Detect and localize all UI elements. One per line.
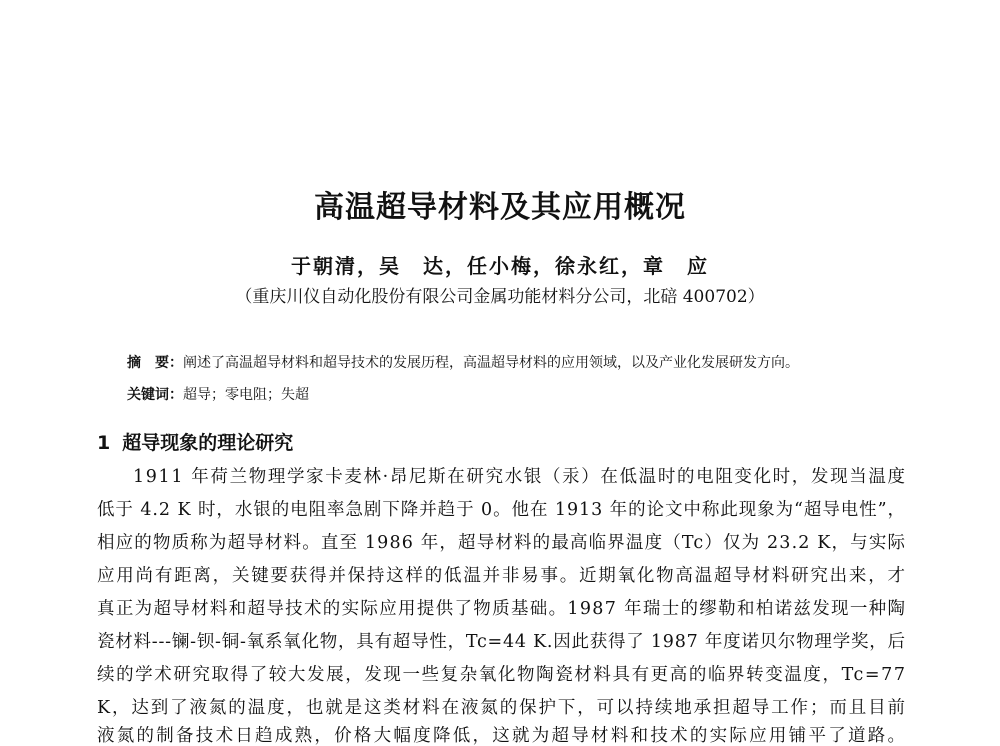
paragraph-line: 液氮的制备技术日趋成熟，价格大幅度降低，这就为超导材料和技术的实际应用铺平了道路。	[97, 726, 908, 746]
paper-title: 高温超导材料及其应用概况	[314, 190, 686, 225]
paragraph-line: 续的学术研究取得了较大发展，发现一些复杂氧化物陶瓷材料具有更高的临界转变温度，Tc=77	[97, 665, 907, 685]
abstract-label: 摘 要：	[127, 355, 183, 371]
paragraph-line: 低于 4.2 K 时，水银的电阻率急剧下降并趋于 0。他在 1913 年的论文中称此现象为“超导电性”，	[97, 500, 906, 520]
paragraph-line: 真正为超导材料和超导技术的实际应用提供了物质基础。1987 年瑞士的缪勒和柏诺兹发现一种陶	[97, 599, 907, 619]
paragraph-line: 相应的物质称为超导材料。直至 1986 年，超导材料的最高临界温度（Tc）仅为 23.2 K，与实际	[97, 533, 907, 553]
paragraph-line: 1911 年荷兰物理学家卡麦林·昂尼斯在研究水银（汞）在低温时的电阻变化时，发现当温度	[133, 467, 907, 487]
affiliation: （重庆川仪自动化股份有限公司金属功能材料分公司，北碚 400702）	[235, 287, 765, 307]
abstract	[127, 352, 799, 372]
author-list: 于朝清，吴 达，任小梅，徐永红，章 应	[291, 254, 709, 278]
paragraph-line: 瓷材料---镧-钡-铜-氧系氧化物，具有超导性，Tc=44 K.因此获得了 1987 年度诺贝尔物理学奖，后	[97, 632, 906, 652]
keywords	[127, 384, 309, 404]
paragraph-line: K，达到了液氮的温度，也就是这类材料在液氮的保护下，可以持续地承担超导工作；而且目前	[97, 698, 907, 718]
section-title: 超导现象的理论研究	[122, 432, 294, 454]
abstract-text: 阐述了高温超导材料和超导技术的发展历程，高温超导材料的应用领域，以及产业化发展研发方向。	[183, 355, 799, 371]
section-heading	[97, 428, 293, 455]
keywords-text: 超导；零电阻；失超	[183, 387, 309, 403]
keywords-label: 关键词：	[127, 387, 183, 403]
section-number: 1	[97, 432, 111, 454]
paragraph-line: 应用尚有距离，关键要获得并保持这样的低温并非易事。近期氧化物高温超导材料研究出来，才	[97, 566, 907, 586]
